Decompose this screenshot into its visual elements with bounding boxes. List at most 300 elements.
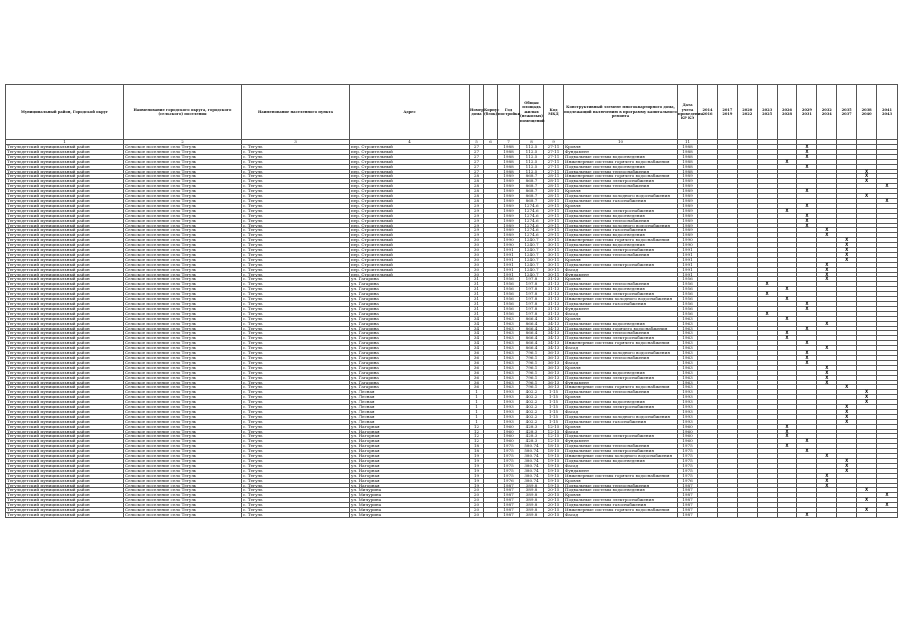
address-cell: ул. Нагорная — [350, 473, 470, 478]
settlement-cell: Сельское поселение село Тегуль — [124, 292, 242, 297]
district-cell: Тегульдетский муниципальный район — [6, 459, 124, 464]
district-cell: Тегульдетский муниципальный район — [6, 184, 124, 189]
code-cell: 31-13 — [544, 292, 564, 297]
district-cell: Тегульдетский муниципальный район — [6, 360, 124, 365]
district-cell: Тегульдетский муниципальный район — [6, 419, 124, 424]
period-cell: X — [797, 360, 817, 365]
house-number-cell: 1 — [470, 395, 484, 400]
area-cell: 112.5 — [520, 145, 544, 150]
period-cell: X — [817, 321, 837, 326]
address-cell: ул. Гагарина — [350, 380, 470, 385]
settlement-cell: Сельское поселение село Тегуль — [124, 478, 242, 483]
year-cell: 1993 — [498, 409, 520, 414]
element-cell: Подвальные системы электроснабжения — [564, 248, 678, 253]
date-cell: 1989 — [678, 189, 698, 194]
code-cell: 36-13 — [544, 385, 564, 390]
settlement-cell: Сельское поселение село Тегуль — [124, 262, 242, 267]
locality-cell: с. Тегуль — [242, 248, 350, 253]
period-cell: X — [837, 252, 857, 257]
settlement-cell: Сельское поселение село Тегуль — [124, 409, 242, 414]
address-cell: пер. Строительный — [350, 179, 470, 184]
settlement-cell: Сельское поселение село Тегуль — [124, 508, 242, 513]
area-cell: 1274.6 — [520, 203, 544, 208]
element-cell: Кровля — [564, 257, 678, 262]
period-cell: X — [877, 198, 898, 203]
address-cell: пер. Строительный — [350, 145, 470, 150]
area-cell: 580.74 — [520, 449, 544, 454]
locality-cell: с. Тегуль — [242, 351, 350, 356]
period-cell: X — [817, 370, 837, 375]
area-cell: 428.3 — [520, 429, 544, 434]
year-cell: 1988 — [498, 149, 520, 154]
period-cell: X — [797, 512, 817, 517]
address-cell: ул. Гагарина — [350, 326, 470, 331]
code-cell: 1-15 — [544, 400, 564, 405]
date-cell: 1987 — [678, 503, 698, 508]
area-cell: 868.7 — [520, 189, 544, 194]
settlement-cell: Сельское поселение село Тегуль — [124, 400, 242, 405]
date-cell: 1988 — [678, 145, 698, 150]
element-cell: Подвальные системы водоотведения — [564, 154, 678, 159]
district-cell: Тегульдетский муниципальный район — [6, 194, 124, 199]
code-cell: 1-15 — [544, 419, 564, 424]
locality-cell: с. Тегуль — [242, 223, 350, 228]
period-cell: X — [817, 267, 837, 272]
element-cell: Фасад — [564, 311, 678, 316]
area-cell: 866.4 — [520, 331, 544, 336]
header-cell: Номер дома — [470, 85, 484, 140]
period-cell: X — [817, 454, 837, 459]
district-cell: Тегульдетский муниципальный район — [6, 159, 124, 164]
header-cell: Адрес — [350, 85, 470, 140]
settlement-cell: Сельское поселение село Тегуль — [124, 218, 242, 223]
date-cell: 1989 — [678, 233, 698, 238]
code-cell: 27-11 — [544, 154, 564, 159]
element-cell: Инженерные системы горячего водоснабжения — [564, 473, 678, 478]
district-cell: Тегульдетский муниципальный район — [6, 179, 124, 184]
period-cell: X — [797, 439, 817, 444]
address-cell: ул. Гагарина — [350, 306, 470, 311]
house-number-cell: 19 — [470, 483, 484, 488]
year-cell: 1963 — [498, 360, 520, 365]
code-cell: 30-11 — [544, 262, 564, 267]
period-cell: X — [837, 414, 857, 419]
district-cell: Тегульдетский муниципальный район — [6, 233, 124, 238]
period-cell — [757, 512, 777, 517]
house-number-cell: 20 — [470, 493, 484, 498]
element-cell: Подвальные системы холодного водоснабжения — [564, 194, 678, 199]
date-cell: 1956 — [678, 292, 698, 297]
settlement-cell: Сельское поселение село Тегуль — [124, 375, 242, 380]
date-cell: 1956 — [678, 287, 698, 292]
house-number-cell: 31 — [470, 287, 484, 292]
locality-cell: с. Тегуль — [242, 503, 350, 508]
locality-cell: с. Тегуль — [242, 468, 350, 473]
settlement-cell: Сельское поселение село Тегуль — [124, 360, 242, 365]
code-cell: 19-15 — [544, 473, 564, 478]
year-cell: 1956 — [498, 306, 520, 311]
period-cell: X — [817, 375, 837, 380]
date-cell: 1975 — [678, 454, 698, 459]
locality-cell: с. Тегуль — [242, 169, 350, 174]
address-cell: пер. Строительный — [350, 213, 470, 218]
address-cell: пер. Строительный — [350, 223, 470, 228]
period-cell: X — [837, 257, 857, 262]
house-number-cell: 36 — [470, 380, 484, 385]
area-cell: 389.8 — [520, 483, 544, 488]
year-cell: 1975 — [498, 468, 520, 473]
house-number-cell: 19 — [470, 463, 484, 468]
settlement-cell: Сельское поселение село Тегуль — [124, 336, 242, 341]
date-cell: 1991 — [678, 252, 698, 257]
column-number-cell: 1 — [6, 140, 124, 145]
area-cell: 866.4 — [520, 341, 544, 346]
date-cell: 1963 — [678, 346, 698, 351]
column-number-cell: 2 — [124, 140, 242, 145]
house-number-cell: 28 — [470, 184, 484, 189]
house-number-cell: 34 — [470, 331, 484, 336]
year-cell: 1963 — [498, 385, 520, 390]
element-cell: Подвальные системы газоснабжения — [564, 228, 678, 233]
date-cell: 1963 — [678, 355, 698, 360]
date-cell: 1989 — [678, 218, 698, 223]
house-number-cell: 20 — [470, 508, 484, 513]
locality-cell: с. Тегуль — [242, 321, 350, 326]
locality-cell: с. Тегуль — [242, 444, 350, 449]
date-cell: 1960 — [678, 424, 698, 429]
code-cell: 20-15 — [544, 488, 564, 493]
area-cell: 866.4 — [520, 321, 544, 326]
element-cell: Кровля — [564, 424, 678, 429]
period-cell: X — [797, 145, 817, 150]
code-cell: 20-15 — [544, 498, 564, 503]
date-cell: 1989 — [678, 223, 698, 228]
settlement-cell: Сельское поселение село Тегуль — [124, 380, 242, 385]
code-cell: 12-15 — [544, 439, 564, 444]
area-cell: 796.1 — [520, 375, 544, 380]
house-number-cell: 31 — [470, 306, 484, 311]
area-cell: 1274.6 — [520, 228, 544, 233]
code-cell: 18-15 — [544, 444, 564, 449]
code-cell: 30-11 — [544, 243, 564, 248]
element-cell: Подвальные системы теплоснабжения — [564, 282, 678, 287]
district-cell: Тегульдетский муниципальный район — [6, 238, 124, 243]
date-cell: 1975 — [678, 473, 698, 478]
element-cell: Подвальные системы водоотведения — [564, 243, 678, 248]
column-number-cell: 9 — [544, 140, 564, 145]
code-cell: 31-13 — [544, 297, 564, 302]
element-cell: Кровля — [564, 277, 678, 282]
date-cell: 1989 — [678, 228, 698, 233]
period-cell: X — [837, 238, 857, 243]
settlement-cell: Сельское поселение село Тегуль — [124, 346, 242, 351]
period-cell: X — [817, 478, 837, 483]
code-cell: 20-15 — [544, 512, 564, 517]
date-cell: 1963 — [678, 321, 698, 326]
address-cell: ул. Гагарина — [350, 370, 470, 375]
code-cell: 19-15 — [544, 483, 564, 488]
address-cell: пер. Строительный — [350, 218, 470, 223]
locality-cell: с. Тегуль — [242, 292, 350, 297]
settlement-cell: Сельское поселение село Тегуль — [124, 370, 242, 375]
locality-cell: с. Тегуль — [242, 439, 350, 444]
address-cell: ул. Лесная — [350, 414, 470, 419]
house-number-cell: 30 — [470, 243, 484, 248]
house-number-cell: 27 — [470, 164, 484, 169]
settlement-cell: Сельское поселение село Тегуль — [124, 228, 242, 233]
address-cell: ул. Нагорная — [350, 478, 470, 483]
column-number-cell: 8 — [520, 140, 544, 145]
locality-cell: с. Тегуль — [242, 213, 350, 218]
code-cell: 19-15 — [544, 459, 564, 464]
locality-cell: с. Тегуль — [242, 459, 350, 464]
period-cell: X — [797, 203, 817, 208]
date-cell: 1991 — [678, 257, 698, 262]
period-header: 2023 2025 — [757, 85, 777, 140]
element-cell: Подвальные системы теплоснабжения — [564, 252, 678, 257]
code-cell: 28-11 — [544, 179, 564, 184]
settlement-cell: Сельское поселение село Тегуль — [124, 282, 242, 287]
year-cell: 1991 — [498, 267, 520, 272]
area-cell: 402.2 — [520, 395, 544, 400]
year-cell: 1993 — [498, 405, 520, 410]
address-cell: ул. Нагорная — [350, 459, 470, 464]
locality-cell: с. Тегуль — [242, 355, 350, 360]
district-cell: Тегульдетский муниципальный район — [6, 277, 124, 282]
period-cell: X — [857, 498, 877, 503]
house-number-cell: 27 — [470, 149, 484, 154]
house-number-cell: 29 — [470, 208, 484, 213]
period-cell: X — [837, 459, 857, 464]
locality-cell: с. Тегуль — [242, 405, 350, 410]
date-cell: 1963 — [678, 360, 698, 365]
date-cell: 1993 — [678, 414, 698, 419]
address-cell: ул. Нагорная — [350, 483, 470, 488]
locality-cell: с. Тегуль — [242, 145, 350, 150]
district-cell: Тегульдетский муниципальный район — [6, 473, 124, 478]
period-cell: X — [837, 463, 857, 468]
element-cell: Подвальные системы холодного водоснабжения — [564, 223, 678, 228]
element-cell: Кровля — [564, 365, 678, 370]
settlement-cell: Сельское поселение село Тегуль — [124, 395, 242, 400]
house-number-cell: 31 — [470, 297, 484, 302]
settlement-cell: Сельское поселение село Тегуль — [124, 444, 242, 449]
date-cell: 1987 — [678, 512, 698, 517]
district-cell: Тегульдетский муниципальный район — [6, 311, 124, 316]
period-cell: X — [777, 336, 797, 341]
area-cell: 1274.6 — [520, 218, 544, 223]
settlement-cell: Сельское поселение село Тегуль — [124, 316, 242, 321]
district-cell: Тегульдетский муниципальный район — [6, 449, 124, 454]
element-cell: Подвальные системы электроснабжения — [564, 375, 678, 380]
date-cell: 1976 — [678, 478, 698, 483]
locality-cell: с. Тегуль — [242, 302, 350, 307]
area-cell: 112.5 — [520, 169, 544, 174]
address-cell: ул. Нагорная — [350, 468, 470, 473]
district-cell: Тегульдетский муниципальный район — [6, 169, 124, 174]
area-cell: 197.8 — [520, 311, 544, 316]
area-cell: 402.2 — [520, 400, 544, 405]
area-cell: 380.74 — [520, 468, 544, 473]
year-cell: 1989 — [498, 184, 520, 189]
element-cell: Подвальные системы теплоснабжения — [564, 331, 678, 336]
settlement-cell: Сельское поселение село Тегуль — [124, 306, 242, 311]
code-cell: 31-13 — [544, 311, 564, 316]
period-cell: X — [817, 272, 837, 277]
house-number-cell: 34 — [470, 321, 484, 326]
settlement-cell: Сельское поселение село Тегуль — [124, 385, 242, 390]
period-cell: X — [857, 488, 877, 493]
element-cell: Кровля — [564, 203, 678, 208]
date-cell: 1990 — [678, 238, 698, 243]
settlement-cell: Сельское поселение село Тегуль — [124, 277, 242, 282]
period-cell: X — [777, 424, 797, 429]
house-number-cell: 28 — [470, 174, 484, 179]
date-cell: 1956 — [678, 306, 698, 311]
column-number-cell: 6 — [484, 140, 498, 145]
header-cell: Конструктивный элемент многоквартирного дома, подлежащий включению в программу капитального ремонта — [564, 85, 678, 140]
district-cell: Тегульдетский муниципальный район — [6, 341, 124, 346]
district-cell: Тегульдетский муниципальный район — [6, 405, 124, 410]
code-cell: 34-13 — [544, 346, 564, 351]
address-cell: пер. Строительный — [350, 243, 470, 248]
address-cell: ул. Лесная — [350, 395, 470, 400]
element-cell: Фасад — [564, 463, 678, 468]
element-cell: Инженерные системы горячего водоснабжения — [564, 385, 678, 390]
year-cell: 1963 — [498, 336, 520, 341]
date-cell: 1988 — [678, 164, 698, 169]
code-cell: 30-11 — [544, 248, 564, 253]
locality-cell: с. Тегуль — [242, 508, 350, 513]
house-number-cell: 1 — [470, 419, 484, 424]
house-number-cell: 19 — [470, 454, 484, 459]
period-cell: X — [797, 355, 817, 360]
date-cell: 1990 — [678, 243, 698, 248]
locality-cell: с. Тегуль — [242, 429, 350, 434]
area-cell: 796.1 — [520, 355, 544, 360]
settlement-cell: Сельское поселение село Тегуль — [124, 405, 242, 410]
date-cell: 1963 — [678, 326, 698, 331]
element-cell: Подвальные системы электроснабжения — [564, 292, 678, 297]
house-number-cell: 1 — [470, 400, 484, 405]
code-cell: 18-15 — [544, 449, 564, 454]
area-cell: 428.3 — [520, 434, 544, 439]
year-cell: 1989 — [498, 203, 520, 208]
year-cell: 1960 — [498, 439, 520, 444]
code-cell: 28-11 — [544, 189, 564, 194]
locality-cell: с. Тегуль — [242, 252, 350, 257]
district-cell: Тегульдетский муниципальный район — [6, 302, 124, 307]
district-cell: Тегульдетский муниципальный район — [6, 336, 124, 341]
period-cell — [777, 512, 797, 517]
year-cell: 1991 — [498, 257, 520, 262]
settlement-cell: Сельское поселение село Тегуль — [124, 198, 242, 203]
year-cell: 1975 — [498, 449, 520, 454]
period-cell: X — [817, 365, 837, 370]
element-cell: Инженерные системы горячего водоснабжения — [564, 174, 678, 179]
code-cell: 28-11 — [544, 174, 564, 179]
settlement-cell: Сельское поселение село Тегуль — [124, 463, 242, 468]
address-cell: ул. Лесная — [350, 400, 470, 405]
house-number-cell: 31 — [470, 282, 484, 287]
area-cell: 868.7 — [520, 194, 544, 199]
locality-cell: с. Тегуль — [242, 233, 350, 238]
locality-cell: с. Тегуль — [242, 478, 350, 483]
district-cell: Тегульдетский муниципальный район — [6, 213, 124, 218]
code-cell: 27-11 — [544, 164, 564, 169]
house-number-cell: 34 — [470, 326, 484, 331]
period-cell: X — [857, 179, 877, 184]
district-cell: Тегульдетский муниципальный район — [6, 508, 124, 513]
year-cell: 1963 — [498, 321, 520, 326]
address-cell: пер. Строительный — [350, 208, 470, 213]
period-cell — [877, 512, 898, 517]
year-cell: 1975 — [498, 444, 520, 449]
settlement-cell: Сельское поселение село Тегуль — [124, 257, 242, 262]
period-header: 2017 2019 — [717, 85, 737, 140]
locality-cell: с. Тегуль — [242, 483, 350, 488]
date-cell: 1960 — [678, 429, 698, 434]
address-cell: ул. Гагарина — [350, 365, 470, 370]
address-cell: ул. Нагорная — [350, 434, 470, 439]
locality-cell: с. Тегуль — [242, 297, 350, 302]
element-cell: Фундамент — [564, 306, 678, 311]
code-cell: 28-11 — [544, 198, 564, 203]
spreadsheet-page — [5, 84, 896, 518]
period-cell: X — [877, 184, 898, 189]
year-cell: 1989 — [498, 213, 520, 218]
period-header: 2038 2040 — [857, 85, 877, 140]
address-cell: пер. Строительный — [350, 267, 470, 272]
area-cell: 1240.7 — [520, 257, 544, 262]
code-cell: 34-13 — [544, 341, 564, 346]
period-cell: X — [857, 400, 877, 405]
locality-cell: с. Тегуль — [242, 174, 350, 179]
locality-cell: с. Тегуль — [242, 306, 350, 311]
code-cell: 12-15 — [544, 434, 564, 439]
period-cell: X — [797, 302, 817, 307]
house-number-cell: 31 — [470, 292, 484, 297]
district-cell: Тегульдетский муниципальный район — [6, 321, 124, 326]
date-cell: 1963 — [678, 351, 698, 356]
address-cell: ул. Лесная — [350, 390, 470, 395]
locality-cell: с. Тегуль — [242, 400, 350, 405]
code-cell: 29-11 — [544, 208, 564, 213]
year-cell: 1963 — [498, 331, 520, 336]
district-cell: Тегульдетский муниципальный район — [6, 503, 124, 508]
settlement-cell: Сельское поселение село Тегуль — [124, 365, 242, 370]
element-cell: Подвальные системы водоотведения — [564, 164, 678, 169]
period-cell: X — [837, 409, 857, 414]
settlement-cell: Сельское поселение село Тегуль — [124, 203, 242, 208]
code-cell: 1-15 — [544, 405, 564, 410]
date-cell: 1991 — [678, 262, 698, 267]
house-number-cell: 30 — [470, 238, 484, 243]
house-number-cell: 1 — [470, 409, 484, 414]
house-number-cell: 29 — [470, 228, 484, 233]
date-cell: 1993 — [678, 409, 698, 414]
year-cell: 1993 — [498, 390, 520, 395]
element-cell: Подвальные системы электроснабжения — [564, 449, 678, 454]
area-cell: 112.5 — [520, 164, 544, 169]
element-cell: Фундамент — [564, 380, 678, 385]
year-cell: 1987 — [498, 493, 520, 498]
year-cell: 1989 — [498, 208, 520, 213]
code-cell: 20-15 — [544, 503, 564, 508]
house-number-cell: 31 — [470, 311, 484, 316]
locality-cell: с. Тегуль — [242, 194, 350, 199]
code-cell: 31-13 — [544, 306, 564, 311]
